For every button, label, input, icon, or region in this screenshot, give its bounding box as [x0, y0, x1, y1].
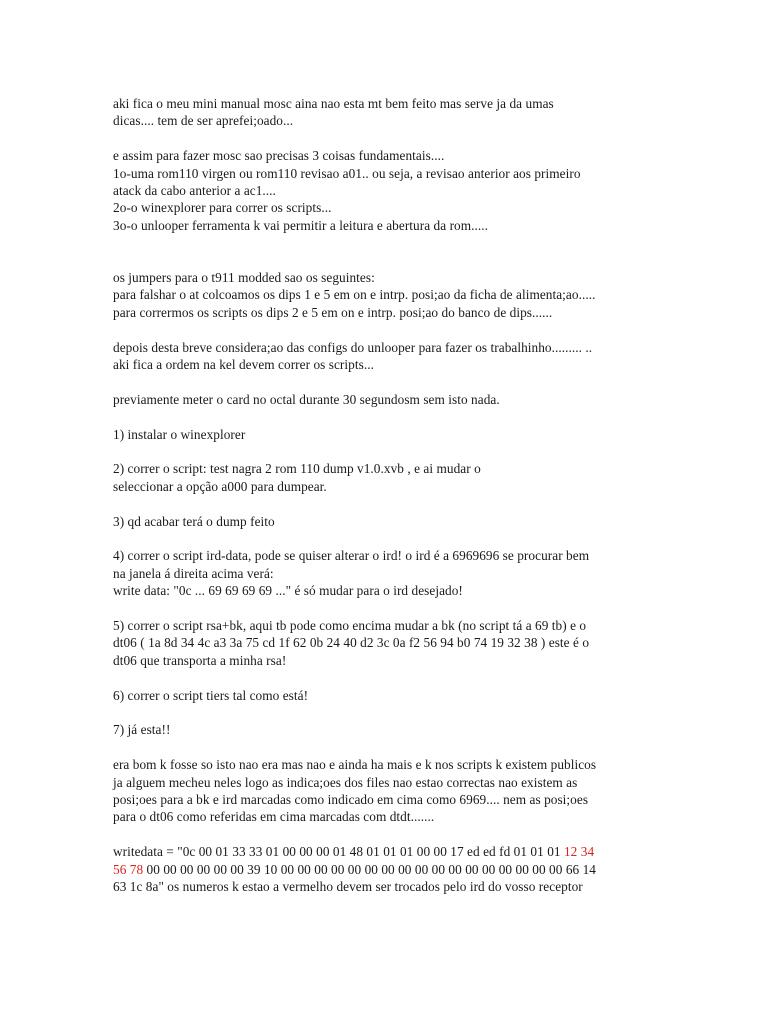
- text-line: aki fica a ordem na kel devem correr os scripts...: [113, 357, 374, 373]
- writedata-text: writedata = "0c 00 01 33 33 01 00 00 00 01 48 01 01 01 00 00 17 ed ed fd 01 01 01: [113, 844, 564, 860]
- text-line: 1o-uma rom110 virgen ou rom110 revisao a01.. ou seja, a revisao anterior aos primeiro: [113, 165, 581, 181]
- text-line: atack da cabo anterior a ac1....: [113, 183, 276, 199]
- text-line: previamente meter o card no octal durante 30 segundosm sem isto nada.: [113, 391, 500, 407]
- text-line: 2) correr o script: test nagra 2 rom 110 dump v1.0.xvb , e ai mudar o: [113, 461, 481, 477]
- text-line: 3) qd acabar terá o dump feito: [113, 513, 275, 529]
- text-line: os jumpers para o t911 modded sao os seguintes:: [113, 270, 375, 286]
- text-line: 4) correr o script ird-data, pode se quiser alterar o ird! o ird é a 6969696 se procurar bem: [113, 548, 590, 564]
- text-line: 5) correr o script rsa+bk, aqui tb pode como encima mudar a bk (no script tá a 69 tb) e o: [113, 618, 587, 634]
- text-line: write data: "0c ... 69 69 69 69 ..." é só mudar para o ird desejado!: [113, 583, 463, 599]
- text-line: dt06 ( 1a 8d 34 4c a3 3a 75 cd 1f 62 0b 24 40 d2 3c 0a f2 56 94 b0 74 19 32 38 ) este é o: [113, 635, 590, 651]
- step-1: [113, 426, 661, 443]
- closing-paragraph: [113, 756, 661, 826]
- text-line: dicas.... tem de ser aprefei;oado...: [113, 113, 294, 129]
- jumpers-paragraph: [113, 269, 661, 321]
- writedata-line-3: 63 1c 8a" os numeros k estao a vermelho devem ser trocados pelo ird do vosso receptor: [113, 879, 583, 895]
- text-line: 1) instalar o winexplorer: [113, 426, 246, 442]
- step-3: [113, 513, 661, 530]
- order-paragraph: [113, 339, 661, 374]
- requirements-paragraph: [113, 147, 661, 234]
- text-line: seleccionar a opção a000 para dumpear.: [113, 478, 327, 494]
- document-page: [113, 95, 661, 895]
- text-line: dt06 que transporta a minha rsa!: [113, 652, 287, 668]
- text-line: aki fica o meu mini manual mosc aina nao esta mt bem feito mas serve ja da umas: [113, 96, 554, 111]
- text-line: era bom k fosse so isto nao era mas nao e ainda ha mais e k nos scripts k existem publicos: [113, 757, 597, 773]
- writedata-line-1: [113, 843, 661, 860]
- step-5: [113, 617, 661, 669]
- text-line: para o dt06 como referidas em cima marcadas com dtdt.......: [113, 809, 435, 825]
- intro-paragraph: [113, 95, 661, 130]
- text-line: depois desta breve considera;ao das configs do unlooper para fazer os trabalhinho......... ..: [113, 339, 593, 355]
- ird-highlight: 56 78: [113, 861, 144, 877]
- text-line: na janela á direita acima verá:: [113, 565, 274, 581]
- step-4: [113, 547, 661, 599]
- text-line: e assim para fazer mosc sao precisas 3 coisas fundamentais....: [113, 148, 445, 164]
- step-2: [113, 460, 661, 495]
- text-line: ja alguem mecheu neles logo as indica;oes dos files nao estao correctas nao existem as: [113, 774, 578, 790]
- ird-highlight: 12 34: [563, 844, 595, 860]
- text-line: 2o-o winexplorer para correr os scripts...: [113, 200, 332, 216]
- text-line: para falshar o at colcoamos os dips 1 e 5 em on e intrp. posi;ao da ficha de alimenta;ao.....: [113, 287, 596, 303]
- writedata-paragraph: [113, 843, 661, 895]
- writedata-text: 00 00 00 00 00 00 39 10 00 00 00 00 00 00 00 00 00 00 00 00 00 00 00 00 00 66 14: [143, 861, 596, 877]
- text-line: posi;oes para a bk e ird marcadas como indicado em cima como 6969.... nem as posi;oes: [113, 792, 589, 808]
- text-line: para corrermos os scripts os dips 2 e 5 em on e intrp. posi;ao do banco de dips......: [113, 304, 553, 320]
- pre-paragraph: [113, 391, 661, 408]
- step-6: [113, 687, 661, 704]
- text-line: 3o-o unlooper ferramenta k vai permitir a leitura e abertura da rom.....: [113, 217, 489, 233]
- step-7: [113, 721, 661, 738]
- writedata-line-2: [113, 861, 661, 878]
- text-line: 6) correr o script tiers tal como está!: [113, 687, 309, 703]
- text-line: 7) já esta!!: [113, 722, 171, 738]
